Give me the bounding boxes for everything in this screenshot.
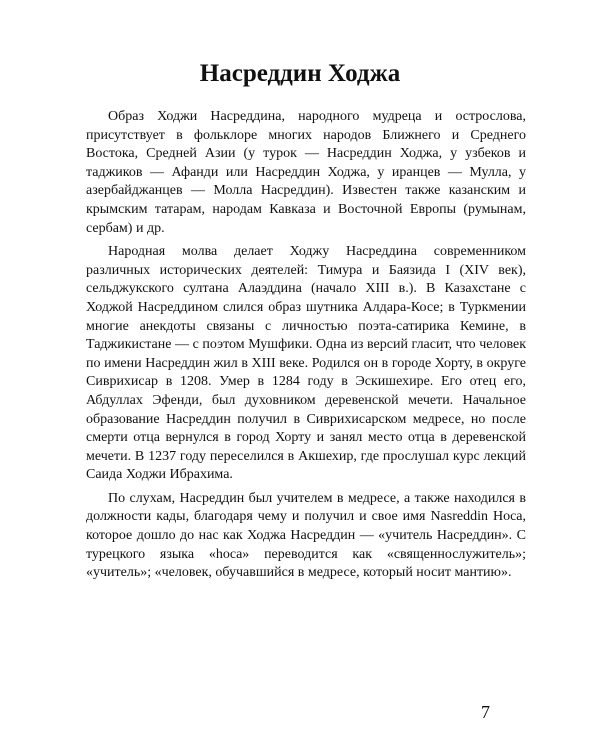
paragraph: Образ Ходжи Насреддина, народного мудреца и острослова, присутствует в фольклоре многих народов Ближнего и Среднего Востока, Средней Азии (у турок — Насреддин Ходжа, у узбеков и таджиков — Афанди или Насреддин Ходжа, у иранцев — Мулла, у азербайджанцев — Молла Насреддин). Известен также казанским и крымским татарам, народам Кавказа и Восточной Европы (румынам, сербам) и др.	[86, 109, 526, 236]
paragraph: Народная молва делает Ходжу Насреддина современником различных исторических деятелей: Тимура и Баязида I (XIV век), сельджукского султана Алаэддина (начало XIII в.). В Казахстане с Ходжой Насреддином слился образ шутника Алдара-Косе; в Туркмении многие анекдоты связаны с личностью поэта-сатирика Кемине, в Таджикистане — с поэтом Мушфики. Одна из версий гласит, что человек по имени Насреддин жил в XIII веке. Родился он в городе Хорту, в округе Сиврихисар в 1208. Умер в 1284 году в Эскишехире. Его отец его, Абдуллах Эфенди, был духовником деревенской мечети. Начальное образование Насреддин получил в Сиврихисарском медресе, но после смерти отца вернулся в город Хорту и занял место отца в деревенской мечети. В 1237 году переселился в Акшехир, где прослушал курс лекций Саида Ходжи Ибрахима.	[86, 244, 526, 483]
paragraph: По слухам, Насреддин был учителем в медресе, а также находился в должности кады, благодаря чему и получил и свое имя Nasreddin Hoca, которое дошло до нас как Ходжа Насреддин — «учитель Насреддин». С турецкого языка «hoca» переводится как «священнослужитель»; «учитель»; «человек, обучавшийся в медресе, который носит мантию».	[86, 490, 526, 581]
body-text	[86, 108, 526, 583]
page-title: Насреддин Ходжа	[199, 60, 401, 87]
page-number: 7	[481, 702, 490, 722]
